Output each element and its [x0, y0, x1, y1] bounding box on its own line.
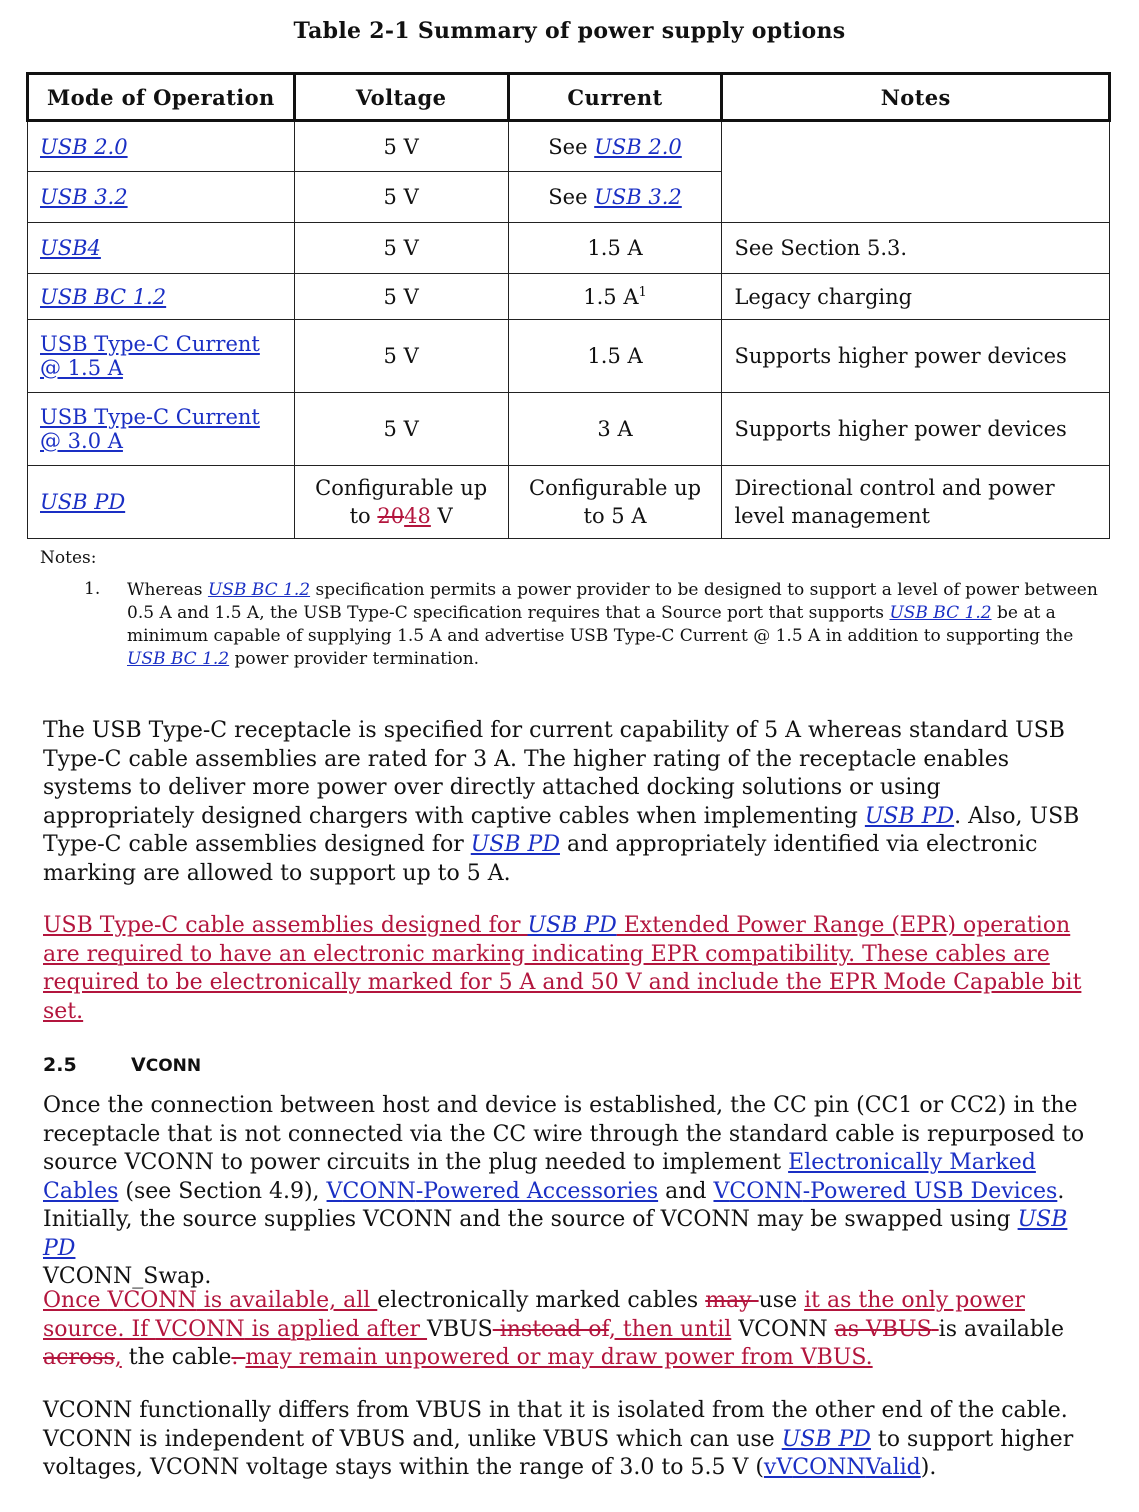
current-cell: Configurable up to 5 A [508, 466, 722, 539]
voltage-cell: 5 V [294, 274, 508, 320]
link-usb-bc-1-2[interactable]: USB BC 1.2 [207, 580, 311, 600]
table-row [28, 274, 1110, 320]
section-number: 2.5 [43, 1054, 77, 1076]
table-row [28, 223, 1110, 274]
note-1: Whereas USB BC 1.2 specification permits a power provider to be designed to support a level of power between 0.5 A and 1.5 A, the USB Type-C specification requires that a Source port that supports USB BC 1.2 be at a minimum capable of supplying 1.5 A and advertise USB Type-C Current @ 1.5 A in addition to supporting the USB BC 1.2 power provider termination. [127, 580, 1098, 669]
paragraph-receptacle-rating: The USB Type-C receptacle is specified for current capability of 5 A whereas standard USB Type-C cable assemblies are rated for 3 A. The higher rating of the receptacle enables systems to deliver more power over directly attached docking solutions or using appropriately designed chargers with captive cables when implementing USB PD. Also, USB Type-C cable assemblies designed for USB PD and appropriately identified via electronic marking are allowed to support up to 5 A. [43, 718, 1080, 886]
paragraph-epr-inserted: USB Type-C cable assemblies designed for USB PD Extended Power Range (EPR) operation are required to have an electronic marking indicating EPR compatibility. These cables are required to be electronically marked for 5 A and 50 V and include the EPR Mode Capable bit set. [43, 913, 1082, 1024]
deleted-text: . [231, 1345, 246, 1370]
deleted-text: instead of [492, 1316, 609, 1342]
table-caption: Table 2-1 Summary of power supply options [293, 18, 846, 44]
link-usb-bc-1-2[interactable]: USB BC 1.2 [127, 649, 230, 669]
link-vconn-powered-usb-devices[interactable]: VCONN-Powered USB Devices [713, 1178, 1058, 1204]
notes-cell-merged [722, 121, 1110, 223]
link-usb-2-0[interactable]: USB 2.0 [40, 134, 128, 159]
link-usb-3-2[interactable]: USB 3.2 [40, 185, 128, 209]
link-vvconnvalid[interactable]: vVCONNValid [763, 1455, 921, 1480]
link-usb-pd[interactable]: USB PD [781, 1426, 871, 1452]
section-heading-vconn: 2.5 VCONN [43, 1054, 202, 1076]
link-usb-pd[interactable]: USB PD [40, 490, 126, 514]
voltage-cell: 5 V [294, 320, 508, 393]
deleted-text: may [705, 1288, 759, 1313]
deleted-text: across [43, 1345, 115, 1370]
inserted-text: 48 [404, 504, 431, 528]
paragraph-vconn-vs-vbus: VCONN functionally differs from VBUS in that it is isolated from the other end of the cable. VCONN is independent of VBUS and, unlike VBUS which can use USB PD to support higher voltages, VCONN voltage stays within the range of 3.0 to 5.5 V (vVCONNValid). [43, 1398, 1074, 1480]
deleted-text: as VBUS [834, 1316, 932, 1342]
voltage-cell: Configurable up to 2048 V [294, 466, 508, 539]
link-usb-pd[interactable]: USB PD [527, 913, 617, 938]
link-usb-pd[interactable]: USB PD [43, 1207, 1068, 1261]
deleted-text: 20 [377, 504, 405, 528]
inserted-text: may remain unpowered or may draw power from VBUS. [245, 1345, 873, 1370]
notes-cell: See Section 5.3. [722, 223, 1110, 274]
voltage-cell: 5 V [294, 172, 508, 223]
note-number: 1. [84, 579, 101, 599]
header-voltage: Voltage [294, 74, 508, 121]
paragraph-vconn-intro: Once the connection between host and device is established, the CC pin (CC1 or CC2) in the receptacle that is not connected via the CC wire through the standard cable is repurposed to source VCONN to power circuits in the plug needed to implement Electronically Marked Cables (see Section 4.9), VCONN-Powered Accessories and VCONN-Powered USB Devices. Initially, the source supplies VCONN and the source of VCONN may be swapped using USB PD VCONN_Swap. [43, 1093, 1085, 1289]
power-supply-table [26, 72, 1111, 539]
table-row [28, 393, 1110, 466]
inserted-text: Once VCONN is available, all [43, 1288, 378, 1313]
link-usb-pd[interactable]: USB PD [470, 832, 560, 857]
link-type-c-current-1-5[interactable]: USB Type-C Current @ 1.5 A [40, 332, 260, 380]
link-usb4[interactable]: USB4 [40, 236, 101, 260]
link-electronically-marked-cables[interactable]: Electronically Marked Cables [43, 1150, 1036, 1204]
current-cell: 1.5 A [508, 320, 722, 393]
table-header-row [28, 74, 1110, 121]
voltage-cell: 5 V [294, 393, 508, 466]
inserted-text: it as the only power source. If VCONN is applied after [43, 1288, 1025, 1342]
notes-cell: Directional control and power level management [722, 466, 1110, 539]
table-row [28, 121, 1110, 172]
notes-cell: Legacy charging [722, 274, 1110, 320]
current-cell: See USB 3.2 [508, 172, 722, 223]
header-notes: Notes [722, 74, 1110, 121]
current-cell: 1.5 $A^1$ [508, 274, 722, 320]
paragraph-vconn-tracked-changes: Once VCONN is available, all electronically marked cables may use it as the only power source. If VCONN is applied after VBUS instead of, then until VCONN as VBUS is available across, the cable. may remain unpowered or may draw power from VBUS. [43, 1288, 1064, 1370]
voltage-cell: 5 V [294, 223, 508, 274]
inserted-text: , [114, 1345, 122, 1370]
voltage-cell: 5 V [294, 121, 508, 172]
link-usb-2-0-current[interactable]: USB 2.0 [594, 134, 682, 159]
current-cell: See USB 2.0 [508, 121, 722, 172]
link-type-c-current-3-0[interactable]: USB Type-C Current @ 3.0 A [40, 405, 260, 453]
table-row [28, 466, 1110, 539]
notes-cell: Supports higher power devices [722, 320, 1110, 393]
link-usb-3-2-current[interactable]: USB 3.2 [594, 185, 682, 209]
table-row [28, 320, 1110, 393]
link-usb-pd[interactable]: USB PD [864, 803, 955, 829]
link-usb-bc-1-2[interactable]: USB BC 1.2 [40, 284, 167, 309]
header-current: Current [508, 74, 722, 121]
header-mode: Mode of Operation [28, 74, 295, 121]
current-cell: 1.5 A [508, 223, 722, 274]
notes-label: Notes: [40, 548, 97, 568]
link-usb-bc-1-2[interactable]: USB BC 1.2 [889, 603, 992, 623]
link-vconn-powered-accessories[interactable]: VCONN-Powered Accessories [326, 1178, 659, 1204]
footnote-ref: 1 [638, 284, 647, 300]
inserted-text: , then until [608, 1316, 732, 1342]
notes-cell: Supports higher power devices [722, 393, 1110, 466]
current-cell: 3 A [508, 393, 722, 466]
